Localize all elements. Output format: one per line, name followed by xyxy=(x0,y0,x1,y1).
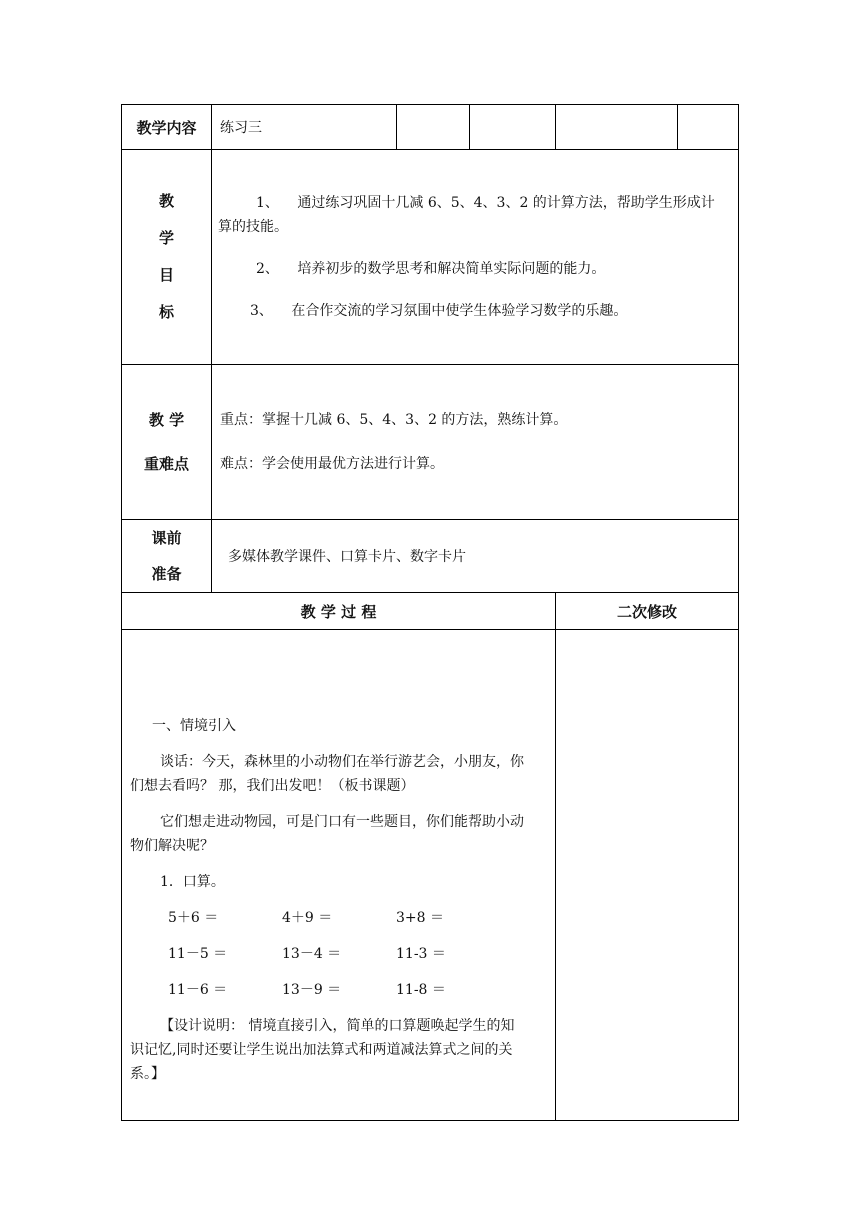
paragraph: 们想去看吗？ 那，我们出发吧！（板书课题） xyxy=(130,778,415,794)
content-value: 练习三 xyxy=(212,105,397,150)
empty-cell xyxy=(470,105,556,150)
design-note: 系。】 xyxy=(130,1066,165,1082)
process-content xyxy=(122,630,556,1121)
content-row xyxy=(122,105,739,150)
design-note: 识记忆,同时还要让学生说出加法算式和两道减法算式之间的关 xyxy=(130,1042,513,1058)
paragraph: 谈话：今天，森林里的小动物们在举行游艺会，小朋友，你 xyxy=(160,754,524,770)
goal-item-cont: 算的技能。 xyxy=(218,219,288,235)
empty-cell xyxy=(397,105,470,150)
goal-item: 2、 培养初步的数学思考和解决简单实际问题的能力。 xyxy=(256,261,606,277)
goal-item: 3、 在合作交流的学习氛围中使学生体验学习数学的乐趣。 xyxy=(250,303,628,319)
revision-header: 二次修改 xyxy=(556,593,739,630)
process-row xyxy=(122,630,739,1121)
oral-title: 1．口算。 xyxy=(160,874,225,890)
lesson-plan-table xyxy=(121,104,739,1121)
goals-row xyxy=(122,150,739,365)
revision-content xyxy=(556,630,739,1121)
goals-label: 教 学 目 标 xyxy=(122,150,212,365)
difficult-point: 难点：学会使用最优方法进行计算。 xyxy=(220,456,444,472)
key-point: 重点：掌握十几减 6、5、4、3、2 的方法，熟练计算。 xyxy=(220,412,568,428)
empty-cell xyxy=(556,105,678,150)
section-title: 一、情境引入 xyxy=(152,718,236,734)
content-label: 教学内容 xyxy=(122,105,212,150)
prep-value: 多媒体教学课件、口算卡片、数字卡片 xyxy=(212,520,739,593)
empty-cell xyxy=(678,105,739,150)
math-row: 5＋6 ＝ 4＋9 ＝ 3+8 ＝ xyxy=(168,910,444,926)
prep-label: 课前 准备 xyxy=(122,520,212,593)
goals-content xyxy=(212,150,739,365)
process-header-row xyxy=(122,593,739,630)
math-row: 11－5 ＝ 13－4 ＝ 11-3 ＝ xyxy=(168,946,446,962)
paragraph: 物们解决呢？ xyxy=(130,838,214,854)
goal-item: 1、 通过练习巩固十几减 6、5、4、3、2 的计算方法，帮助学生形成计 xyxy=(256,195,715,211)
paragraph: 它们想走进动物园，可是门口有一些题目，你们能帮助小动 xyxy=(160,814,524,830)
design-note: 【设计说明： 情境直接引入，简单的口算题唤起学生的知 xyxy=(160,1018,515,1034)
process-header: 教 学 过 程 xyxy=(122,593,556,630)
key-points-content xyxy=(212,365,739,520)
prep-row xyxy=(122,520,739,593)
math-row: 11－6 ＝ 13－9 ＝ 11-8 ＝ xyxy=(168,982,446,998)
key-points-row xyxy=(122,365,739,520)
key-points-label: 教 学 重难点 xyxy=(122,365,212,520)
